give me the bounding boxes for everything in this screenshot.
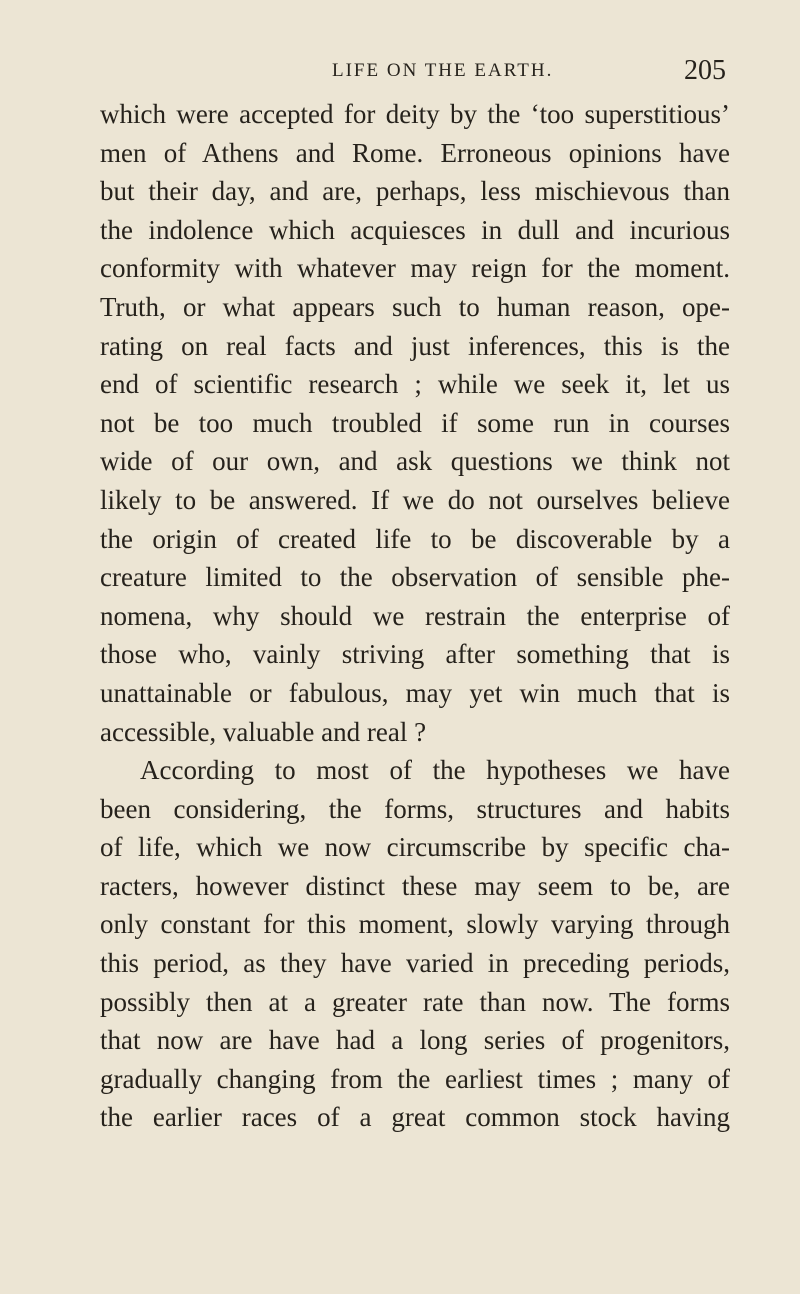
text-line: men of Athens and Rome. Erroneous opinions have	[100, 137, 730, 168]
text-line: the indolence which acquiesces in dull and incurious	[100, 214, 730, 245]
text-line: the origin of created life to be discoverable by a	[100, 523, 730, 554]
text-line-paragraph-end: accessible, valuable and real ?	[100, 716, 427, 747]
page-header	[0, 55, 800, 90]
text-line-paragraph-start: According to most of the hypotheses we have	[140, 755, 730, 786]
text-line: nomena, why should we restrain the enterprise of	[100, 600, 730, 631]
text-line: which were accepted for deity by the ‘too superstitious’	[100, 99, 730, 129]
text-line: wide of our own, and ask questions we think not	[100, 446, 730, 477]
text-line: likely to be answered. If we do not ourselves believe	[100, 484, 730, 515]
text-line: rating on real facts and just inferences, this is the	[100, 330, 730, 361]
body-text	[100, 95, 730, 1137]
running-head: LIFE ON THE EARTH.	[332, 60, 554, 81]
text-line: creature limited to the observation of sensible phe-	[100, 562, 730, 593]
text-line: this period, as they have varied in preceding periods,	[100, 948, 730, 979]
text-line: been considering, the forms, structures and habits	[100, 793, 730, 824]
text-line: end of scientific research ; while we seek it, let us	[100, 369, 730, 400]
text-line: conformity with whatever may reign for the moment.	[100, 253, 730, 284]
text-line: unattainable or fabulous, may yet win much that is	[100, 677, 730, 708]
text-line: those who, vainly striving after something that is	[100, 639, 730, 670]
page-number: 205	[684, 55, 726, 86]
text-line: of life, which we now circumscribe by specific cha-	[100, 832, 730, 863]
text-line: only constant for this moment, slowly varying through	[100, 909, 730, 940]
text-line: the earlier races of a great common stock having	[100, 1102, 730, 1133]
text-line: Truth, or what appears such to human reason, ope-	[100, 291, 730, 322]
text-line: racters, however distinct these may seem to be, are	[100, 870, 730, 901]
text-line: but their day, and are, perhaps, less mischievous than	[100, 176, 730, 207]
text-line: that now are have had a long series of progenitors,	[100, 1025, 730, 1056]
text-line: possibly then at a greater rate than now. The forms	[100, 986, 730, 1017]
text-line: gradually changing from the earliest times ; many of	[100, 1063, 730, 1094]
text-line: not be too much troubled if some run in courses	[100, 407, 730, 438]
